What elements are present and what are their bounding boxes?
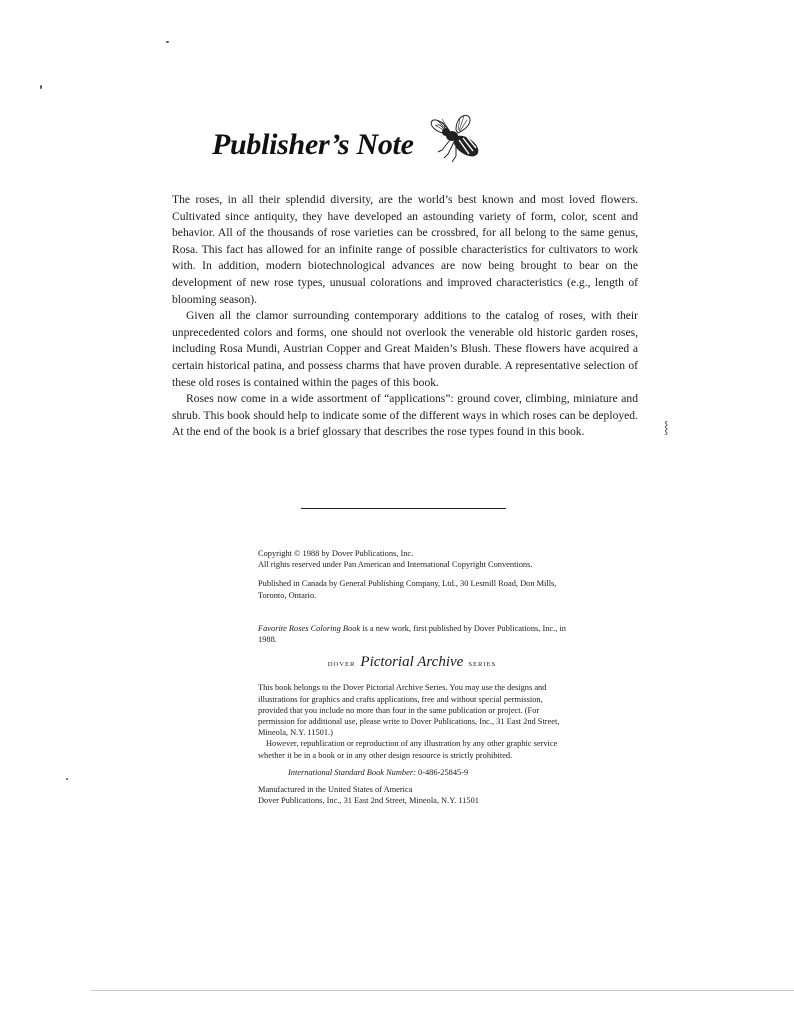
scan-mark: ⸾ <box>664 420 669 434</box>
page-title: Publisher’s Note <box>212 128 414 161</box>
title-row <box>212 112 490 162</box>
bee-icon <box>426 112 490 170</box>
note-paragraph: The roses, in all their splendid diversity, are the world’s best known and most loved flowers. Cultivated since antiquity, they have developed an astounding variety of form, color, scent and behavior. All of the thousands of rose varieties can be crossbred, for all belong to the same genus, Rosa. This fact has allowed for an infinite range of possible characteristics for cultivators to work with. In addition, modern biotechnological advances are now being brought to bear on the development of new rose types, unusual colorations and improved characteristics (e.g., length of blooming season). <box>172 193 638 306</box>
series-name: Pictorial Archive <box>360 654 464 671</box>
note-paragraph: Roses now come in a wide assortment of “applications”: ground cover, climbing, miniature and shrub. This book should help to indicate some of the different ways in which roses can be deployed. At the end of the book is a brief glossary that describes the rose types found in this book. <box>172 392 638 439</box>
section-divider <box>301 508 506 509</box>
scan-edge-line <box>90 990 794 991</box>
reproduction-restriction-paragraph: However, republication or reproduction of any illustration by any other graphic service whether it be in a book or in any other design resource is strictly prohibited. <box>258 739 558 760</box>
isbn-line <box>258 767 566 778</box>
scan-speck <box>66 778 68 780</box>
colophon <box>258 548 566 806</box>
book-description: is a new work, first published by Dover Publications, Inc., in 1988. <box>258 623 566 645</box>
publishers-note-body <box>172 192 638 441</box>
publisher-address-line: Dover Publications, Inc., 31 East 2nd Street, Mineola, N.Y. 11501 <box>258 796 479 806</box>
series-suffix: SERIES <box>468 661 497 669</box>
book-title: Favorite Roses Coloring Book <box>258 623 361 633</box>
canada-publication-line: Published in Canada by General Publishing Company, Ltd., 30 Lesmill Road, Don Mills, Toronto, Ontario. <box>258 579 557 600</box>
manufactured-line: Manufactured in the United States of America <box>258 785 413 795</box>
isbn-value: 0-486-25845-9 <box>415 767 469 777</box>
scan-speck <box>40 85 42 89</box>
copyright-line: Copyright © 1988 by Dover Publications, Inc. <box>258 549 414 558</box>
scan-speck <box>166 41 169 43</box>
note-paragraph: Given all the clamor surrounding contemporary additions to the catalog of roses, with their unprecedented colors and forms, one should not overlook the venerable old historic garden roses, including Rosa Mundi, Austrian Copper and Great Maiden’s Blush. These flowers have acquired a certain historical patina, and possess charms that have proven durable. A representative selection of these old roses is contained within the pages of this book. <box>172 309 638 389</box>
series-prefix: DOVER <box>327 661 356 669</box>
isbn-label: International Standard Book Number: <box>288 767 416 777</box>
first-publication-line <box>258 623 566 645</box>
series-permission-paragraph: This book belongs to the Dover Pictorial Archive Series. You may use the designs and illustrations for graphics and crafts applications, free and without special permission, provided that you include no more than four in the same publication or project. (For permission for additional use, please write to Dover Publications, Inc., 31 East 2nd Street, Mineola, N.Y. 11501.) <box>258 683 560 738</box>
rights-line: All rights reserved under Pan American and International Copyright Conventions. <box>258 560 533 570</box>
series-logo <box>258 654 566 671</box>
